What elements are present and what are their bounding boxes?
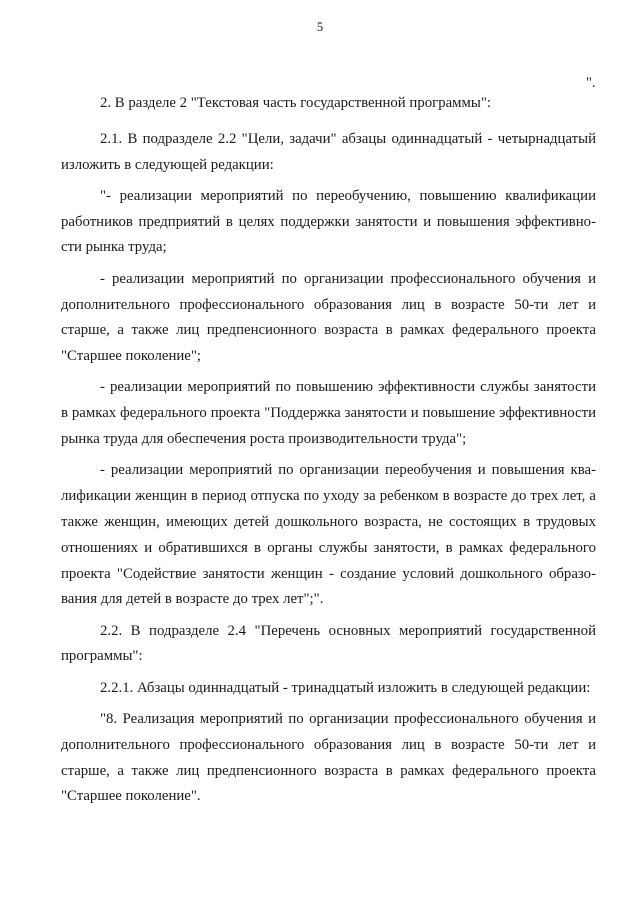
paragraph-2-2: 2.2. В подразделе 2.4 "Перечень основных мероприятий государственной программы": xyxy=(61,622,596,665)
paragraph-2-1: 2.1. В подразделе 2.2 "Цели, задачи" абзацы одиннадцатый - четырнадцатый изложить в следующей редакции: xyxy=(61,130,596,173)
closing-quote: ". xyxy=(586,75,596,91)
paragraph-older-generation: - реализации мероприятий по организации профессионального обучения и дополнительного профессионального образования лиц в возрасте 50-ти лет и старше, а также лиц предпенсионного возраста в рамках федерального проекта "Старшее поколение"; xyxy=(61,270,596,365)
paragraph-section-2: 2. В разделе 2 "Текстовая часть государственной программы": xyxy=(100,95,491,111)
paragraph-retraining: "- реализации мероприятий по переобучению, повышению квалификации работников предприятий в целях поддержки занятости и повышения эффективности рынка труда; xyxy=(61,187,596,256)
paragraph-item-8: "8. Реализация мероприятий по организации профессионального обучения и дополнительного профессионального образования лиц в возрасте 50-ти лет и старше, а также лиц предпенсионного возраста в рамках федерального проекта "Старшее поколение". xyxy=(61,711,596,805)
document-body xyxy=(61,91,596,816)
paragraph-women-employment: - реализации мероприятий по организации переобучения и повышения квалификации женщин в период отпуска по уходу за ребенком в возрасте до трех лет, а также женщин, имеющих детей дошкольного возраста, не состоящих в трудовых отношениях и обратившихся в органы службы занятости, в рамках федерального проекта "Содействие занятости женщин - создание условий дошкольного образования для детей в возрасте до трех лет";". xyxy=(61,462,596,608)
page-number: 5 xyxy=(316,20,324,34)
paragraph-2-2-1: 2.2.1. Абзацы одиннадцатый - тринадцатый изложить в следующей редакции: xyxy=(100,679,591,696)
paragraph-employment-service: - реализации мероприятий по повышению эффективности службы занятости в рамках федерального проекта "Поддержка занятости и повышение эффективности рынка труда для обеспечения роста производительности труда"; xyxy=(61,379,596,448)
